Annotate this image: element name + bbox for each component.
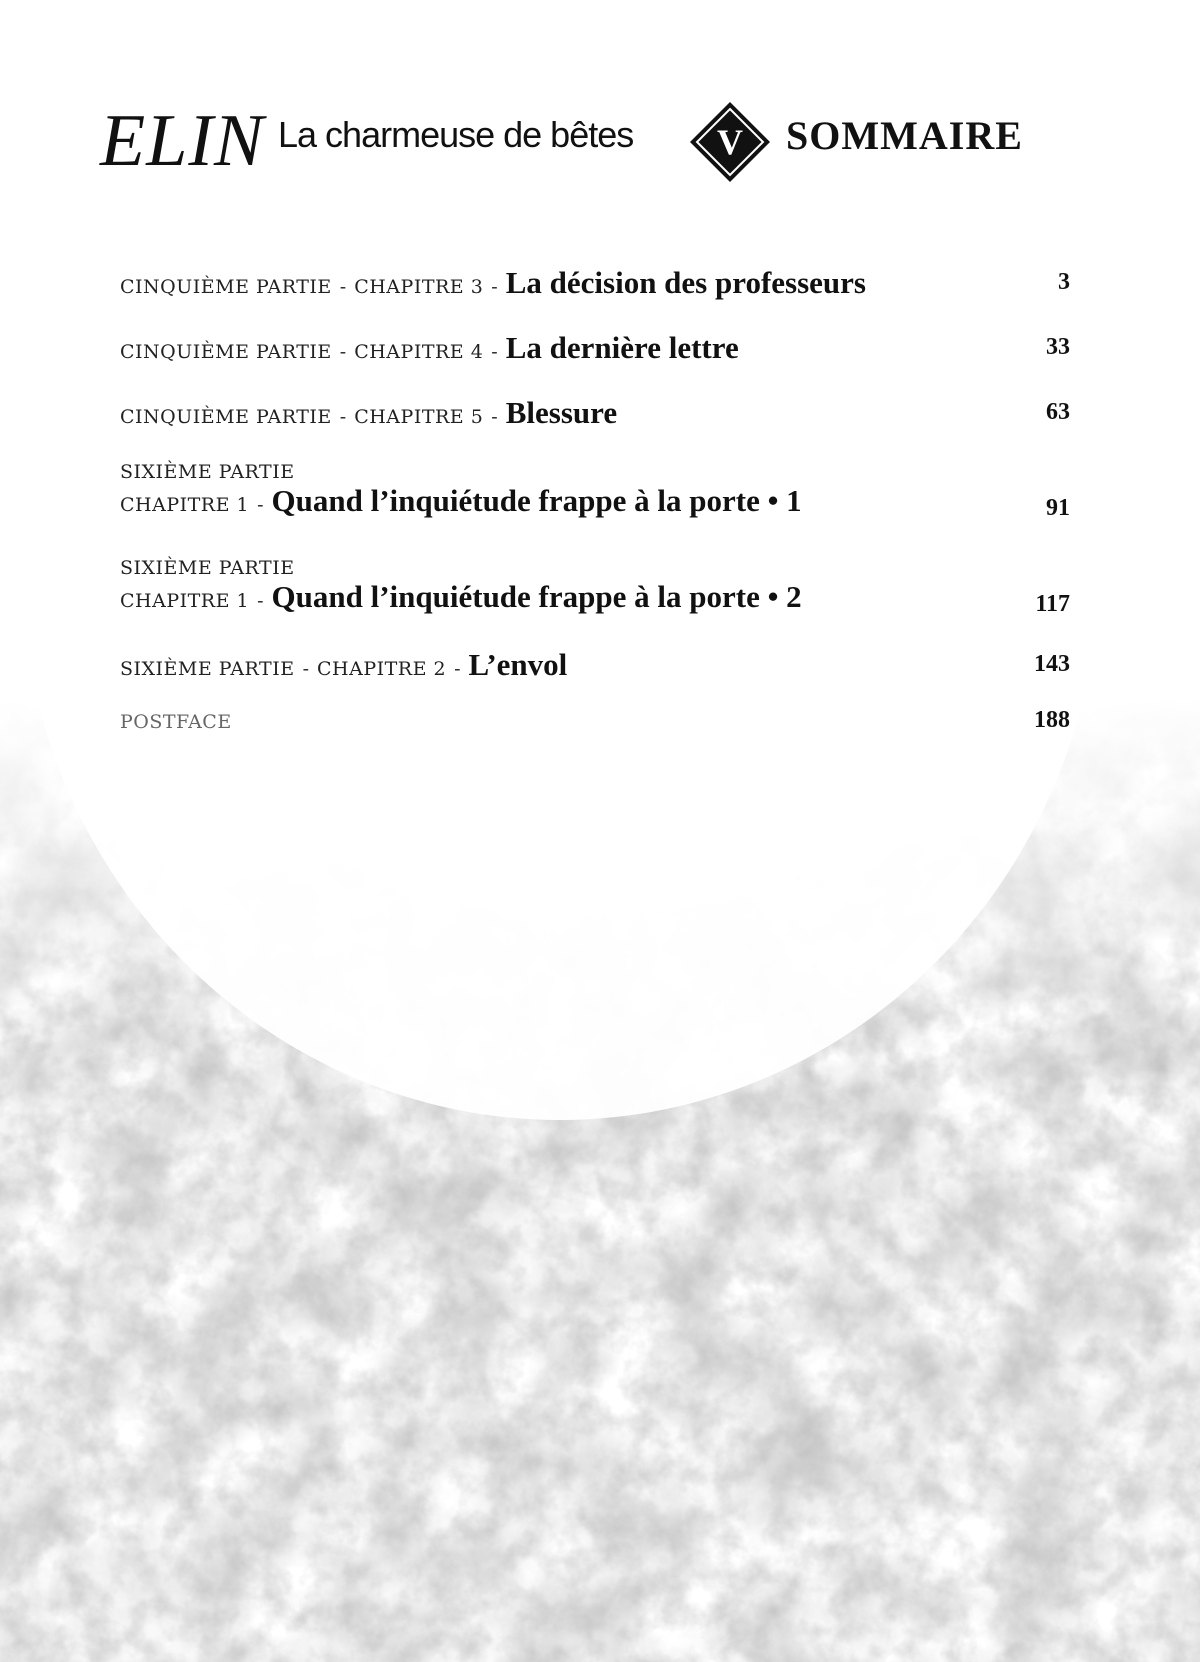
- toc-page-number: 188: [1034, 707, 1070, 733]
- toc-entry[interactable]: [120, 330, 1070, 370]
- series-logo: ELIN: [100, 100, 265, 182]
- toc-entry-postface[interactable]: [120, 707, 1070, 751]
- toc-chapter: CHAPITRE 1: [120, 494, 250, 516]
- toc-part: CINQUIÈME PARTIE: [120, 341, 332, 363]
- toc-chapter: CHAPITRE 3: [354, 276, 484, 298]
- toc-title: Quand l’inquiétude frappe à la porte • 1: [271, 483, 802, 518]
- toc-page-number: 3: [1058, 269, 1070, 295]
- toc-separator: -: [491, 406, 498, 428]
- toc-page-number: 33: [1046, 334, 1070, 360]
- toc-entry[interactable]: [120, 265, 1070, 305]
- page-header: [100, 96, 1100, 196]
- toc-separator: -: [454, 658, 461, 680]
- table-of-contents: [120, 265, 1070, 751]
- section-title: SOMMAIRE: [786, 113, 1023, 158]
- toc-chapter: CHAPITRE 5: [354, 406, 484, 428]
- toc-entry[interactable]: [120, 395, 1070, 435]
- toc-title: Blessure: [505, 395, 618, 430]
- volume-badge: [688, 100, 772, 184]
- toc-part: CINQUIÈME PARTIE: [120, 276, 332, 298]
- toc-part: SIXIÈME PARTIE: [120, 461, 295, 483]
- toc-part: SIXIÈME PARTIE: [120, 658, 295, 680]
- toc-title: Quand l’inquiétude frappe à la porte • 2: [271, 579, 802, 614]
- toc-page-number: 63: [1046, 399, 1070, 425]
- toc-chapter: CHAPITRE 1: [120, 590, 250, 612]
- toc-page-number: 91: [1046, 495, 1070, 521]
- toc-separator: -: [339, 276, 347, 298]
- toc-separator: -: [257, 494, 264, 516]
- toc-separator: -: [339, 406, 347, 428]
- toc-part: CINQUIÈME PARTIE: [120, 406, 332, 428]
- toc-entry[interactable]: [120, 647, 1070, 687]
- series-subtitle: La charmeuse de bêtes: [278, 114, 634, 155]
- toc-title: La décision des professeurs: [505, 265, 866, 300]
- toc-chapter: CHAPITRE 4: [354, 341, 484, 363]
- toc-chapter: CHAPITRE 2: [317, 658, 447, 680]
- toc-separator: -: [491, 341, 498, 363]
- toc-separator: -: [302, 658, 309, 680]
- toc-postface-label: POSTFACE: [120, 711, 232, 733]
- volume-number: V: [717, 122, 743, 162]
- toc-entry[interactable]: [120, 461, 1070, 531]
- toc-part: SIXIÈME PARTIE: [120, 557, 295, 579]
- toc-page-number: 143: [1034, 651, 1070, 677]
- toc-separator: -: [491, 276, 498, 298]
- toc-title: L’envol: [468, 647, 568, 682]
- toc-entry[interactable]: [120, 557, 1070, 627]
- toc-title: La dernière lettre: [505, 330, 739, 365]
- toc-separator: -: [339, 341, 347, 363]
- toc-page-number: 117: [1035, 591, 1070, 617]
- toc-separator: -: [257, 590, 264, 612]
